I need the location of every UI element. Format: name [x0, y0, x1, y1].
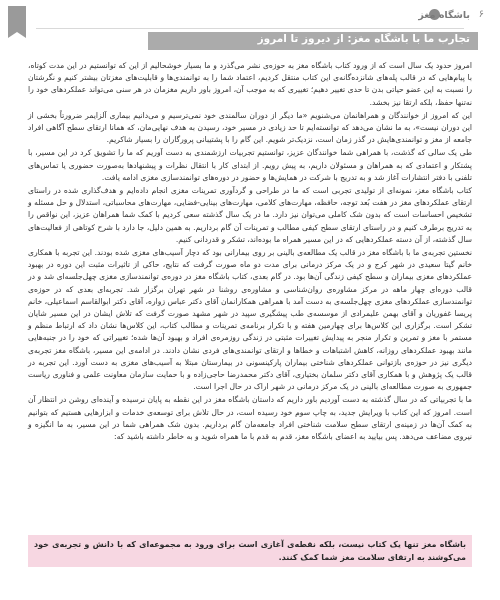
- highlight-callout: باشگاه مغز تنها یک کتاب نیست، بلکه نقطه‌ی آغازی است برای ورود به مجموعه‌ای که با دانش و تجربه‌ی خود می‌کوشند به ارتقای سلامت مغز شما کمک کنند.: [28, 535, 472, 567]
- page-title: تجارب ما با باشگاه مغز: از دیروز تا امروز: [257, 33, 470, 45]
- article-body: [28, 60, 472, 444]
- paragraph: کتاب باشگاه مغز، نمونه‌ای از تولیدی تجربی است که ما در طراحی و گردآوری تمرینات مغزی انجام داده‌ایم و هدف‌گذاری شده در راستای ارتقای عملکردهای مغز در هفت بُعد توجه، حافظه، مهارت‌های کلامی، مهارت‌های بینایی-فضایی، مهارت‌های محاسباتی، استدلال و حل مسئله و تشخیص احساسات است که بدون شک کاملی می‌توان نیز دارد. ما در یک سال گذشته سعی کردیم با کمک شما همراهان عزیز، این نواقص را به تدریج برطرف کنیم و در راستای ارتقای سطح کیفی مطالب و تمرینات آن گام برداریم. به همین دلیل، جا دارد با شرح کوتاهی از فعالیت‌های سال گذشته، از آن دسته عملکردهایی که در این مسیر همراه ما بوده‌اند، تشکر و قدردانی کنیم.: [28, 186, 472, 244]
- header-divider: [36, 28, 464, 29]
- paragraph: امروز حدود یک سال است که از ورود کتاب باشگاه مغز به حوزه‌ی نشر می‌گذرد و ما بسیار خوشحالیم از این که توانستیم در این مدت کوتاه، با پیام‌هایی که در قالب پله‌های شانزده‌گانه‌ی این کتاب منتقل کردیم، اعتماد شما را به توانمندی‌ها و قابلیت‌های مغزتان بیشتر کنیم و نگرشتان را نسبت به این عضو حیاتی بدن تا حدی تغییر دهیم؛ تغییری که به موجب آن، امروز باور داریم مغزمان در هر سنی می‌تواند عملکردهای خود را نه‌تنها حفظ، بلکه ارتقا نیز بخشد.: [28, 61, 472, 107]
- paragraph: این که امروز از خوانندگان و همراهانمان می‌شنویم «ما دیگر از دوران سالمندی خود نمی‌ترسیم و می‌دانیم بیماری آلزایمر ضرورتاً بخشی از این دوران نیست»، به ما نشان می‌دهد که توانسته‌ایم تا حد زیادی در مسیر خود، رسیدن به هدف نهایی‌مان، که همانا ارتقای سطح آگاهی افراد جامعه از مغز و توانمندی‌هایش در گذر زمان است، نزدیک‌تر شویم. این گام را با پشتیبانی پرورگاران را بسیار شاکریم.: [28, 110, 472, 145]
- bookmark-icon: [8, 6, 26, 32]
- brand-name: باشگاه مغز: [418, 10, 470, 21]
- paragraph: ما با تجربیاتی که در سال گذشته به دست آوردیم باور داریم که داستان باشگاه مغز در این نقطه به پایان نرسیده و آینده‌ای روشن در انتظار آن است. امروز که این کتاب با ویرایش جدید، به چاپ سوم خود رسیده است، در حال تلاش برای توسعه‌ی خدمات و ابزارهایی هستیم که بتوانیم به کمک آن‌ها در زمینه‌ی ارتقای سطح سلامت شناختی افراد جامعه‌مان گام برداریم. بدون شک همراهی شما در این مسیر، به ما انگیزه و نیروی مضاعف می‌دهد. پس بیایید به اعضای باشگاه مغز، قدم به قدم با ما همراه شوید و به خاطر داشته باشید که:: [28, 395, 472, 442]
- paragraph: نخستین تجربه‌ی ما با باشگاه مغز در قالب یک مطالعه‌ی بالینی بر روی بیمارانی بود که دچار آسیب‌های مغزی شده بودند. این تجربه با همکاری خانم گیتا سعیدی در شهر کرج و در یک مرکز درمانی برای مدت دو ماه صورت گرفت که نتایج، حاکی از تاثیرات مثبت این دوره در بهبود عملکردهای مغزی بیماران و سطح کیفی زندگی آن‌ها بود. در گام بعدی، کتاب باشگاه مغز در دوره‌ی توانمندسازی مغزی چهل‌جلسه‌ای شد و در قالب دوره‌ای چهار ماهه در مرکز مشاوره‌ی روان‌شناسی و مشاوره‌ی روشنا در شهر تهران برگزار شد. تجربه‌ای بعدی که در حوزه‌ی توانمندسازی عملکردهای مغزی چهل‌جلسه‌ی به دست آمد با همراهی همکارانمان آقای دکتر عباس زواره، آقای دکتر ابوالقاسم اسماعیلی، خانم پریسا غفوریان و آقای بهمن علیمرادی از موسسه‌ی طب پیشگیری سپید در شهر مشهد صورت گرفت که تلاش ایشان در این مسیر شایان تشکر است. برگزاری این کلاس‌ها برای چهارمین هفته و با تکرار برنامه‌ی تمرینات و مطالب کتاب، این کلاس‌ها نشان داد که ارتباط منظم و مستمر با مغز و تمرین و تکرار منجر به پیدایش تغییرات مثبتی در زندگی روزمره‌ی افراد و بهبود آن‌ها شده؛ تغییراتی که خود را در جنبه‌هایی مانند بهبود عملکردهای روزانه، کاهش اشتباهات و خطاها و ارتقای توانمندی‌های فردی نشان دادند. در ادامه‌ی این مسیر، باشگاه مغز تجربه‌ی دیگری نیز در حوزه‌ی بازتوانی عملکردهای شناختی بیماران پارکینسونی در بیمارستان مبتلا به آسیب‌های مغزی به دست آورد. این تجربه در قالب یک پژوهش و با همکاری آقای دکتر سلمان بختیاری، آقای دکتر محمدرضا حاجی‌زاده و با حمایت سازمان معاونت علمی و فناوری ریاست جمهوری به صورت مطالعه‌ای بالینی در یک مرکز درمانی در شهر اراک در حال اجرا است.: [28, 248, 472, 392]
- page-header: [0, 6, 500, 28]
- paragraph: طی یک سالی که گذشت، با همراهی شما خوانندگان عزیز، توانستیم تجربیات ارزشمندی به دست آوریم که ما را تشویق کرد در این مسیر، با پشتکار و اعتمادی که به همراهان و مسئولان داریم، به پیش رویم. از ابتدای کار با انتقال نظرات و پیشنهادها به‌صورت حضوری یا تماس‌های تلفنی با دفتر انتشارات آغاز شد و به تدریج با شرکت در همایش‌ها و حضور در دوره‌های توانمندسازی مغزی ادامه یافت.: [28, 148, 472, 182]
- page-number: ۶: [478, 9, 484, 20]
